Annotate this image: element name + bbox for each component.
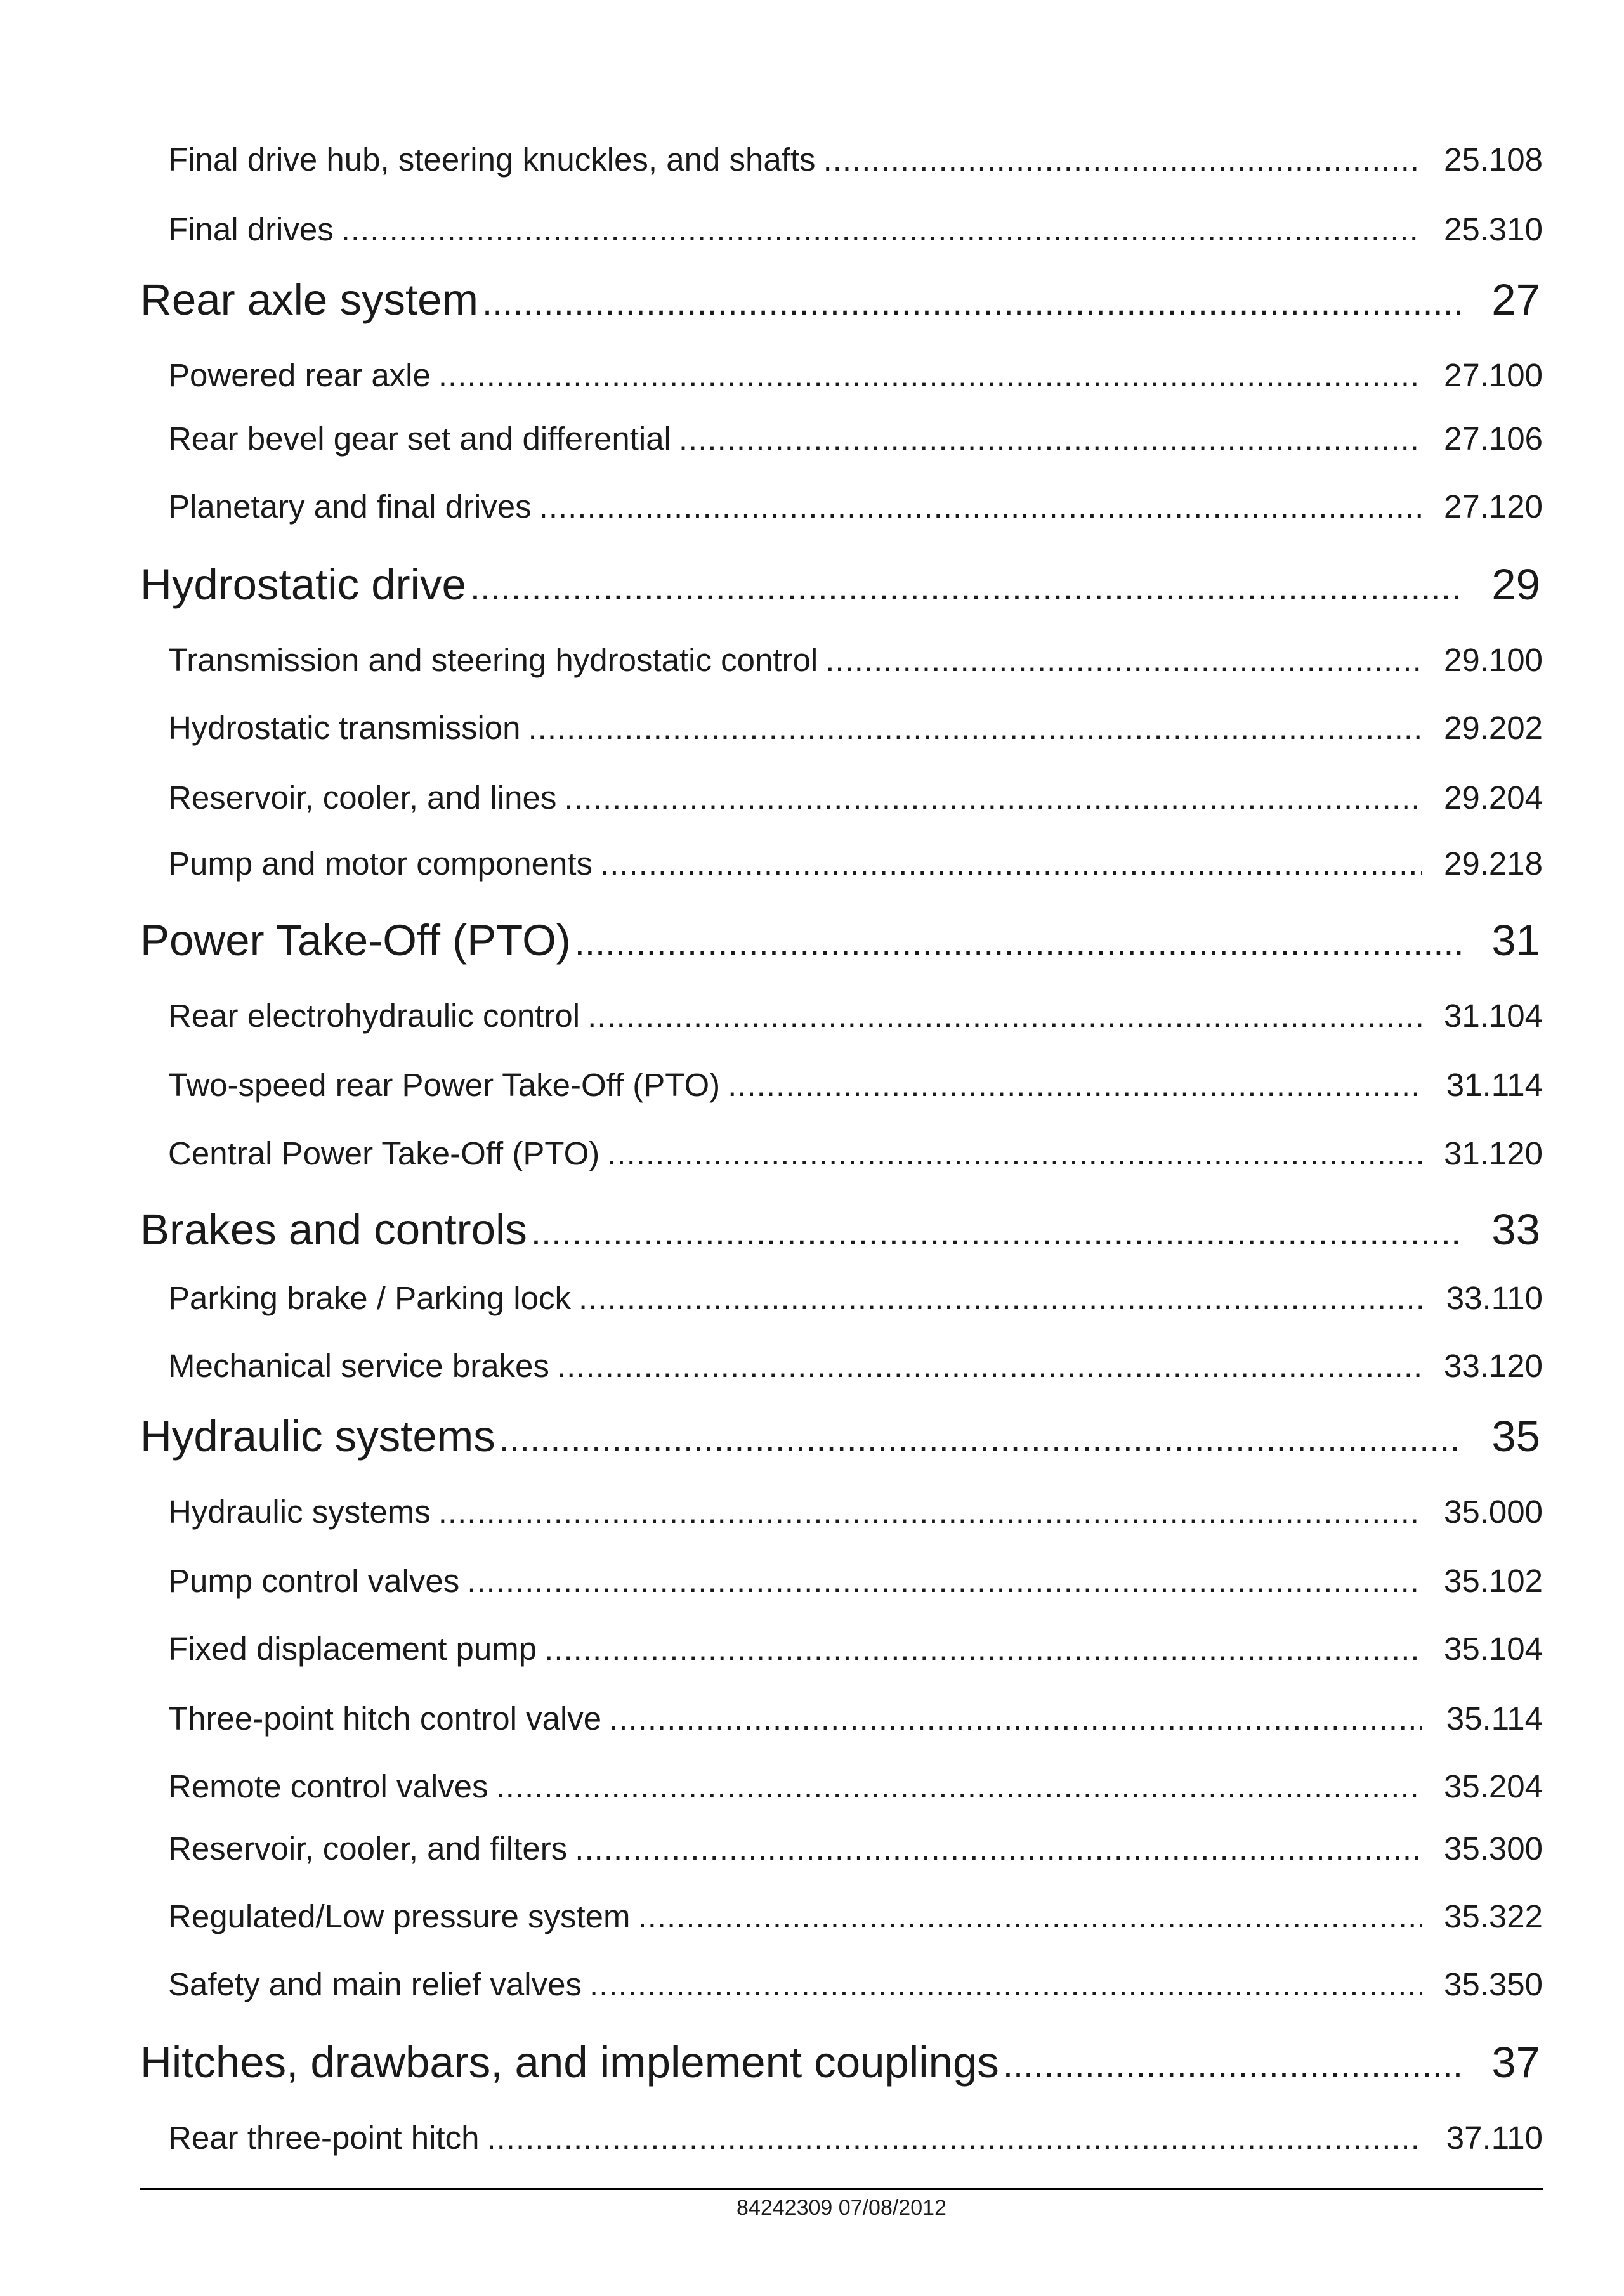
entry-title: Safety and main relief valves: [168, 1966, 582, 2002]
dot-leader: [567, 1830, 1422, 1868]
dot-leader: [521, 709, 1423, 747]
section-page-number: 29: [1491, 560, 1540, 609]
entry-title: Rear three-point hitch: [168, 2120, 480, 2156]
toc-entry[interactable]: [168, 141, 1543, 179]
toc-entry[interactable]: [168, 845, 1543, 883]
dot-leader: [720, 1066, 1422, 1104]
entry-page-number: 35.104: [1444, 1631, 1543, 1667]
toc-section-heading[interactable]: [140, 2037, 1540, 2088]
entry-title: Hydrostatic transmission: [168, 710, 521, 746]
dot-leader: [488, 1768, 1422, 1806]
toc-entry[interactable]: [168, 1493, 1543, 1531]
section-title: Hydrostatic drive: [140, 560, 466, 609]
entry-page-number: 33.110: [1446, 1280, 1543, 1316]
toc-entry[interactable]: [168, 1700, 1543, 1738]
toc-section-heading[interactable]: [140, 1411, 1540, 1462]
entry-title: Two-speed rear Power Take-Off (PTO): [168, 1067, 721, 1103]
entry-page-number: 35.000: [1444, 1494, 1543, 1530]
entry-page-number: 35.322: [1444, 1898, 1543, 1934]
entry-title: Rear bevel gear set and differential: [168, 421, 671, 457]
entry-page-number: 31.104: [1444, 998, 1543, 1034]
entry-page-number: 25.310: [1444, 211, 1543, 247]
footer-rule: [140, 2188, 1543, 2190]
dot-leader: [593, 845, 1422, 883]
section-title: Brakes and controls: [140, 1205, 527, 1254]
dot-leader: [459, 1562, 1422, 1600]
dot-leader: [431, 1493, 1422, 1531]
entry-page-number: 29.204: [1444, 779, 1543, 816]
toc-section-heading[interactable]: [140, 275, 1540, 325]
dot-leader: [478, 275, 1462, 325]
entry-title: Fixed displacement pump: [168, 1631, 537, 1667]
toc-entry[interactable]: [168, 1562, 1543, 1600]
toc-entry[interactable]: [168, 709, 1543, 747]
section-title: Power Take-Off (PTO): [140, 916, 571, 965]
toc-entry[interactable]: [168, 1066, 1543, 1104]
toc-section-heading[interactable]: [140, 1204, 1540, 1255]
entry-page-number: 29.202: [1444, 710, 1543, 746]
dot-leader: [571, 1279, 1422, 1317]
entry-title: Remote control valves: [168, 1768, 488, 1804]
entry-title: Final drive hub, steering knuckles, and shafts: [168, 141, 816, 178]
entry-title: Transmission and steering hydrostatic control: [168, 642, 818, 678]
section-title: Hydraulic systems: [140, 1412, 495, 1461]
toc-entry[interactable]: [168, 1347, 1543, 1385]
dot-leader: [527, 1204, 1462, 1255]
toc-entry[interactable]: [168, 488, 1543, 526]
toc-entry[interactable]: [168, 2119, 1543, 2157]
toc-entry[interactable]: [168, 1279, 1543, 1317]
dot-leader: [431, 356, 1422, 395]
entry-page-number: 33.120: [1444, 1348, 1543, 1384]
dot-leader: [532, 488, 1422, 526]
toc-entry[interactable]: [168, 1830, 1543, 1868]
entry-page-number: 25.108: [1444, 141, 1543, 178]
entry-title: Reservoir, cooler, and filters: [168, 1830, 568, 1867]
dot-leader: [334, 211, 1422, 249]
entry-title: Reservoir, cooler, and lines: [168, 779, 557, 816]
dot-leader: [631, 1898, 1422, 1936]
entry-title: Planetary and final drives: [168, 488, 532, 525]
toc-entry[interactable]: [168, 356, 1543, 395]
entry-title: Mechanical service brakes: [168, 1348, 549, 1384]
section-page-number: 33: [1491, 1205, 1540, 1254]
entry-page-number: 31.120: [1444, 1135, 1543, 1171]
dot-leader: [466, 559, 1462, 610]
dot-leader: [816, 141, 1422, 179]
toc-entry[interactable]: [168, 1135, 1543, 1173]
dot-leader: [537, 1630, 1422, 1668]
toc-entry[interactable]: [168, 1966, 1543, 2004]
entry-title: Three-point hitch control valve: [168, 1700, 602, 1737]
dot-leader: [495, 1411, 1462, 1462]
entry-title: Final drives: [168, 211, 334, 247]
section-title: Rear axle system: [140, 275, 478, 324]
toc-entry[interactable]: [168, 1898, 1543, 1936]
toc-section-heading[interactable]: [140, 915, 1540, 966]
toc-section-heading[interactable]: [140, 559, 1540, 610]
toc-entry[interactable]: [168, 641, 1543, 679]
section-title: Hitches, drawbars, and implement couplings: [140, 2038, 999, 2087]
toc-entry[interactable]: [168, 1630, 1543, 1668]
dot-leader: [479, 2119, 1422, 2157]
dot-leader: [818, 641, 1422, 679]
dot-leader: [580, 997, 1422, 1035]
dot-leader: [582, 1966, 1422, 2004]
entry-page-number: 35.114: [1446, 1700, 1543, 1737]
entry-page-number: 35.204: [1444, 1768, 1543, 1804]
dot-leader: [571, 915, 1462, 966]
entry-title: Hydraulic systems: [168, 1494, 431, 1530]
entry-title: Rear electrohydraulic control: [168, 998, 580, 1034]
dot-leader: [549, 1347, 1422, 1385]
section-page-number: 31: [1491, 916, 1540, 965]
dot-leader: [671, 420, 1422, 458]
section-page-number: 37: [1491, 2038, 1540, 2087]
dot-leader: [999, 2037, 1462, 2088]
section-page-number: 35: [1491, 1412, 1540, 1461]
entry-title: Powered rear axle: [168, 357, 431, 393]
section-page-number: 27: [1491, 275, 1540, 324]
entry-title: Pump and motor components: [168, 845, 593, 882]
entry-title: Central Power Take-Off (PTO): [168, 1135, 600, 1171]
entry-page-number: 35.300: [1444, 1830, 1543, 1867]
entry-page-number: 37.110: [1446, 2120, 1543, 2156]
entry-page-number: 29.100: [1444, 642, 1543, 678]
entry-page-number: 27.106: [1444, 421, 1543, 457]
entry-page-number: 29.218: [1444, 845, 1543, 882]
dot-leader: [601, 1700, 1422, 1738]
dot-leader: [599, 1135, 1422, 1173]
dot-leader: [556, 779, 1422, 817]
entry-title: Pump control valves: [168, 1563, 460, 1599]
entry-title: Parking brake / Parking lock: [168, 1280, 571, 1316]
toc-entry[interactable]: [168, 420, 1543, 458]
toc-entry[interactable]: [168, 1768, 1543, 1806]
footer-doc-info: 84242309 07/08/2012: [737, 2196, 946, 2220]
toc-entry[interactable]: [168, 211, 1543, 249]
toc-entry[interactable]: [168, 779, 1543, 817]
toc-entry[interactable]: [168, 997, 1543, 1035]
entry-page-number: 27.100: [1444, 357, 1543, 393]
entry-page-number: 27.120: [1444, 488, 1543, 525]
entry-page-number: 31.114: [1446, 1067, 1543, 1103]
entry-title: Regulated/Low pressure system: [168, 1898, 631, 1934]
entry-page-number: 35.102: [1444, 1563, 1543, 1599]
entry-page-number: 35.350: [1444, 1966, 1543, 2002]
